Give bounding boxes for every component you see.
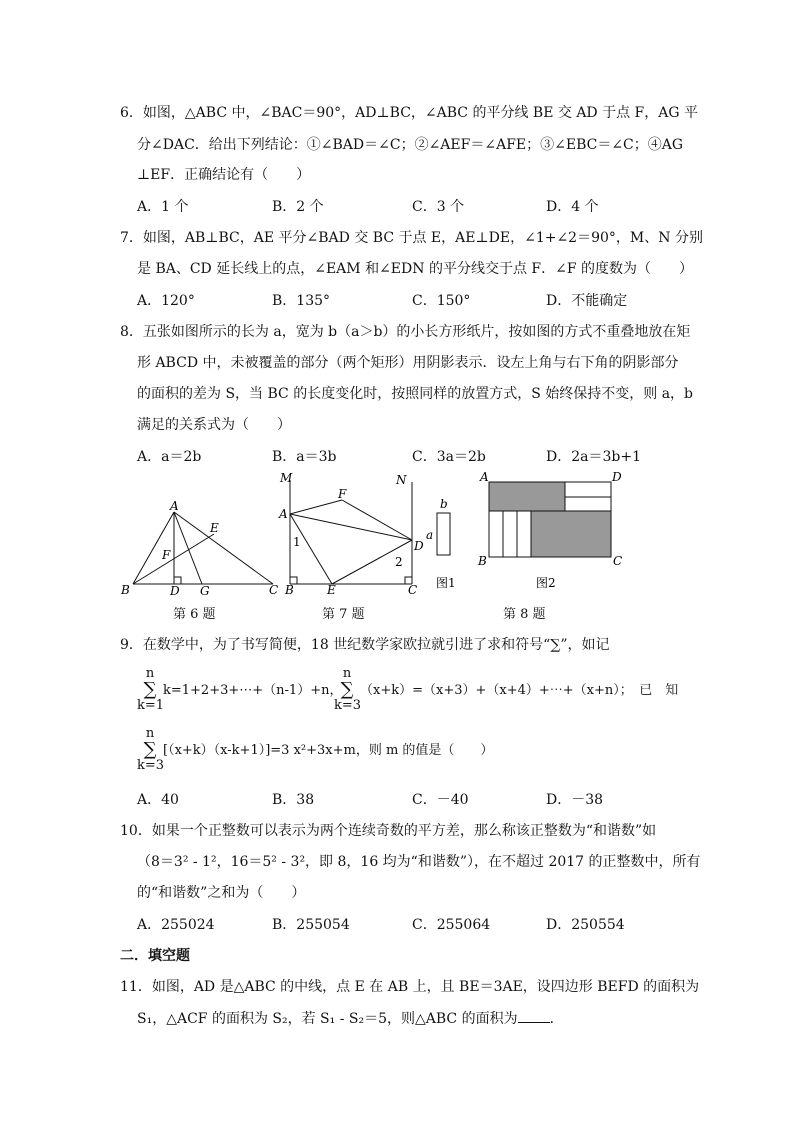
q6-option-b: B．2 个 bbox=[272, 199, 324, 215]
q9-expr-2: （x+k）=（x+3）+（x+4）+⋯+（x+n）； 已 知 bbox=[360, 683, 679, 698]
q9-option-d: D．－38 bbox=[546, 792, 604, 808]
q9-expr-1: k=1+2+3+⋯+（n-1）+n， bbox=[163, 683, 343, 698]
fig7-label-m: M bbox=[280, 471, 293, 485]
fig7-label-angle-1: 1 bbox=[293, 535, 301, 549]
fig7-label-angle-2: 2 bbox=[395, 555, 403, 569]
q8-line-3: 的面积的差为 S，当 BC 的长度变化时，按照同样的放置方式，S 始终保持不变，则 a，b bbox=[137, 386, 693, 402]
fig6-segment-ac bbox=[174, 512, 273, 584]
q9-sum-2-bottom: k=3 bbox=[334, 698, 362, 713]
fig8-label-a-side: a bbox=[426, 528, 434, 542]
q7-line-1: 7．如图，AB⊥BC，AE 平分∠BAD 交 BC 于点 E，AE⊥DE，∠1+∠2＝90°，M、N 分别 bbox=[120, 230, 703, 246]
fig7-segment-ae bbox=[290, 514, 332, 584]
q10-line-1: 10．如果一个正整数可以表示为两个连续奇数的平方差，那么称该正整数为“和谐数”如 bbox=[120, 823, 657, 839]
fig8-label-b: B bbox=[478, 554, 487, 568]
fig8-label-a: A bbox=[480, 470, 489, 484]
q6-line-3: ⊥EF．正确结论有（ ） bbox=[137, 167, 311, 183]
fig7-label-f: F bbox=[338, 487, 347, 501]
fig6-right-angle-mark bbox=[174, 577, 181, 584]
q10-line-2: （8＝3² - 1²，16＝5² - 3²，即 8，16 均为“和谐数”），在不超过 2017 的正整数中，所有 bbox=[137, 854, 701, 870]
q9-sum-2-top: n bbox=[342, 666, 352, 681]
q8-option-a: A．a＝2b bbox=[137, 449, 202, 465]
q9-sum-1 bbox=[137, 667, 163, 713]
q11-answer-blank[interactable] bbox=[518, 1010, 550, 1023]
q9-option-c: C．－40 bbox=[412, 792, 469, 808]
fig8-shaded-top-left bbox=[489, 482, 565, 511]
q8-option-d: D．2a＝3b+1 bbox=[546, 449, 641, 465]
fig7-segment-fd bbox=[342, 500, 412, 540]
q9-option-a: A．40 bbox=[137, 792, 179, 808]
q9-option-b: B．38 bbox=[272, 792, 315, 808]
fig7-label-e: E bbox=[327, 583, 336, 597]
q9-sum-3 bbox=[137, 727, 163, 773]
figure-q8 bbox=[420, 468, 632, 594]
fig8-label-c: C bbox=[613, 554, 623, 568]
figure-q6 bbox=[118, 498, 283, 598]
q9-sum-1-top: n bbox=[145, 666, 155, 681]
fig6-label-b: B bbox=[121, 583, 130, 597]
fig8-label-b-side: b bbox=[440, 497, 448, 511]
fig6-label-a: A bbox=[170, 499, 179, 513]
fig6-label-c: C bbox=[269, 583, 279, 597]
q8-line-1: 8．五张如图所示的长为 a，宽为 b（a＞b）的小长方形纸片，按如图的方式不重叠地放在矩 bbox=[120, 324, 691, 340]
q11-line-1: 11．如图，AD 是△ABC 的中线，点 E 在 AB 上，且 BE＝3AE，设四边形 BEFD 的面积为 bbox=[120, 979, 700, 995]
fig8-label-d: D bbox=[612, 470, 622, 484]
q7-option-b: B．135° bbox=[272, 293, 331, 309]
q9-sum-3-top: n bbox=[145, 726, 155, 741]
q10-option-d: D．250554 bbox=[546, 917, 625, 933]
q9-line-1: 9．在数学中，为了书写简便，18 世纪数学家欧拉就引进了求和符号“∑”，如记 bbox=[120, 637, 610, 653]
q9-expr-3: [（x+k）（x-k+1）]=3 x²+3x+m，则 m 的值是（ ） bbox=[163, 743, 494, 758]
q11-line-2-text: S₁，△ACF 的面积为 S₂，若 S₁ - S₂＝5，则△ABC 的面积为 bbox=[137, 1011, 518, 1027]
q9-sum-2 bbox=[334, 667, 360, 713]
q9-sum-2-symbol: ∑ bbox=[340, 679, 354, 700]
q9-sum-1-bottom: k=1 bbox=[137, 698, 165, 713]
fig7-segment-ad bbox=[290, 514, 412, 540]
figure-q7 bbox=[278, 470, 428, 598]
fig7-label-c: C bbox=[408, 583, 418, 597]
q8-option-c: C．3a＝2b bbox=[412, 449, 486, 465]
q11-line-2-end: ． bbox=[549, 1011, 564, 1027]
section-fill-in-title: 二．填空题 bbox=[120, 948, 190, 964]
fig7-label-b: B bbox=[285, 583, 294, 597]
fig7-label-a: A bbox=[279, 507, 288, 521]
fig8-label-fig1: 图1 bbox=[436, 576, 456, 590]
q11-line-2 bbox=[137, 1010, 564, 1028]
q6-option-d: D．4 个 bbox=[546, 199, 599, 215]
q9-sum-3-symbol: ∑ bbox=[143, 739, 157, 760]
fig6-label-f: F bbox=[162, 548, 171, 562]
q6-option-a: A．1 个 bbox=[137, 199, 189, 215]
q8-line-4: 满足的关系式为（ ） bbox=[137, 417, 291, 433]
q8-option-b: B．a＝3b bbox=[272, 449, 337, 465]
q8-line-2: 形 ABCD 中，未被覆盖的部分（两个矩形）用阴影表示．设左上角与右下角的阴影部分 bbox=[137, 355, 679, 371]
fig6-caption: 第 6 题 bbox=[173, 607, 216, 622]
q10-line-3: 的“和谐数”之和为（ ） bbox=[137, 885, 306, 901]
q9-sum-3-bottom: k=3 bbox=[137, 758, 165, 773]
fig8-shaded-bottom-right bbox=[531, 511, 611, 557]
fig6-label-g: G bbox=[200, 584, 210, 598]
q7-line-2: 是 BA、CD 延长线上的点，∠EAM 和∠EDN 的平分线交于点 F．∠F 的度数为（ ） bbox=[137, 261, 694, 277]
fig7-segment-af bbox=[290, 500, 342, 514]
fig7-caption: 第 7 题 bbox=[322, 607, 365, 622]
fig6-label-e: E bbox=[210, 521, 219, 535]
q6-line-2: 分∠DAC．给出下列结论：①∠BAD＝∠C；②∠AEF＝∠AFE；③∠EBC＝∠C；④AG bbox=[137, 137, 684, 153]
q7-option-d: D．不能确定 bbox=[546, 293, 628, 309]
q7-option-a: A．120° bbox=[137, 293, 195, 309]
fig8-small-rectangle bbox=[437, 513, 450, 555]
fig7-label-d: D bbox=[414, 539, 424, 553]
fig7-label-n: N bbox=[396, 473, 407, 487]
fig8-caption: 第 8 题 bbox=[503, 607, 546, 622]
q6-option-c: C．3 个 bbox=[412, 199, 465, 215]
q10-option-a: A．255024 bbox=[137, 917, 215, 933]
q9-sum-1-symbol: ∑ bbox=[143, 679, 157, 700]
fig8-label-fig2: 图2 bbox=[536, 576, 556, 590]
q10-option-b: B．255054 bbox=[272, 917, 350, 933]
q6-line-1: 6．如图，△ABC 中，∠BAC＝90°，AD⊥BC，∠ABC 的平分线 BE 交 AD 于点 F，AG 平 bbox=[120, 105, 699, 121]
fig6-label-d: D bbox=[170, 584, 180, 598]
q7-option-c: C．150° bbox=[412, 293, 471, 309]
q10-option-c: C．255064 bbox=[412, 917, 491, 933]
